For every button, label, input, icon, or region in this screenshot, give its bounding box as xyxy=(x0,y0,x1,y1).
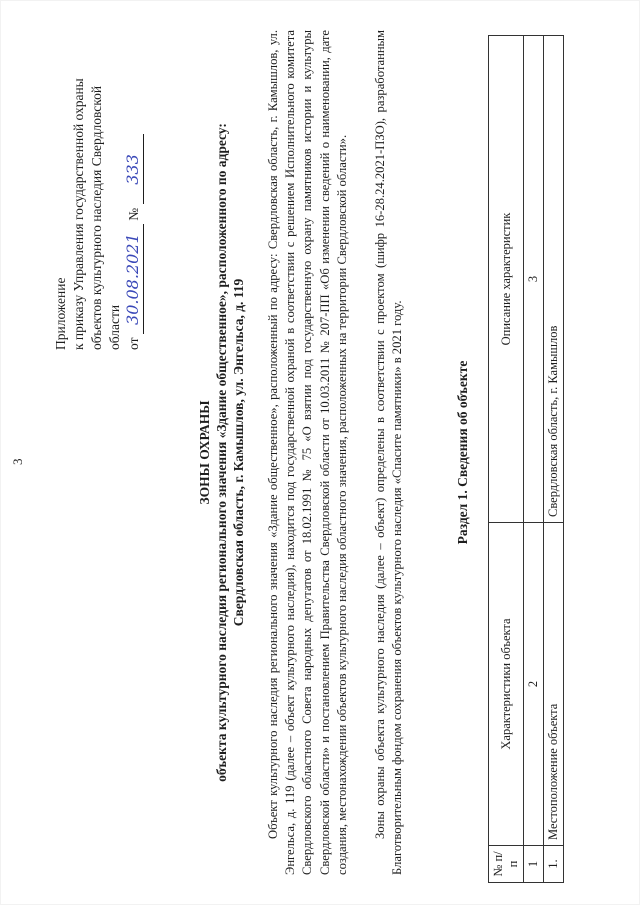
title-line-1: ЗОНЫ ОХРАНЫ xyxy=(197,400,212,505)
row-description-cell: Свердловская область, г. Камышлов xyxy=(544,36,564,523)
paragraph-2: Зоны охраны объекта культурного наследия (далее – объект) определены в соответствии с проектом (шифр 16-28.24.2021-ПЗО), разработанным Благотворительным фондом сохранения объектов культурного наследия «Спасите памятники» в 2021 году. xyxy=(373,30,405,875)
page-number: 3 xyxy=(10,458,25,465)
object-info-table xyxy=(488,35,564,883)
date-field xyxy=(124,224,144,334)
header-cell-description: Описание характеристик xyxy=(489,36,524,523)
row-number-cell: 1. xyxy=(544,846,564,883)
section-title: Раздел 1. Сведения об объекте xyxy=(455,360,470,545)
index-cell-3: 3 xyxy=(524,36,544,523)
table-index-row xyxy=(524,36,544,883)
title-block xyxy=(196,30,247,875)
index-cell-2: 2 xyxy=(524,523,544,846)
appendix-label: Приложение xyxy=(53,277,68,350)
number-field xyxy=(124,135,144,205)
handwritten-number: 333 xyxy=(123,154,142,185)
header-cell-characteristics: Характеристики объекта xyxy=(489,523,524,846)
handwritten-date: 30.08.2021 xyxy=(123,233,142,325)
appendix-line-2: объектов культурного наследия Свердловской xyxy=(89,85,104,350)
appendix-date-line xyxy=(124,20,144,350)
number-prefix: № xyxy=(126,207,141,221)
index-cell-1: 1 xyxy=(524,846,544,883)
header-cell-number: № п/п xyxy=(489,846,524,883)
table-row xyxy=(544,36,564,883)
row-characteristic-cell: Местоположение объекта xyxy=(544,523,564,846)
appendix-block xyxy=(52,20,144,350)
appendix-line-3: области xyxy=(107,304,122,350)
from-prefix: от xyxy=(126,337,141,350)
table-header-row xyxy=(489,36,524,883)
appendix-line-1: к приказу Управления государственной охраны xyxy=(71,78,86,350)
title-line-2: объекта культурного наследия регионального значения «Здание общественное», расположенного по адресу: xyxy=(214,123,229,782)
title-line-3: Свердловская область, г. Камышлов, ул. Энгельса, д. 119 xyxy=(231,278,246,627)
paragraph-1: Объект культурного наследия регионального значения «Здание общественное», расположенный по адресу: Свердловская область, г. Камышлов, ул. Энгельса, д. 119 (далее – объект культурного наследия), находится под государственной охраной в соответствии с решением Исполнительного комитета Свердловского областного Совета народных депутатов от 18.02.1991 № 75 «О взятии под государственную охрану памятников истории и культуры Свердловской области» и постановлением Правительства Свердловской области от 10.03.2011 № 207-ПП «Об изменении сведений о наименовании, дате создания, местонахождении объектов культурного наследия областного значения, расположенных на территории Свердловской области». xyxy=(266,30,349,875)
